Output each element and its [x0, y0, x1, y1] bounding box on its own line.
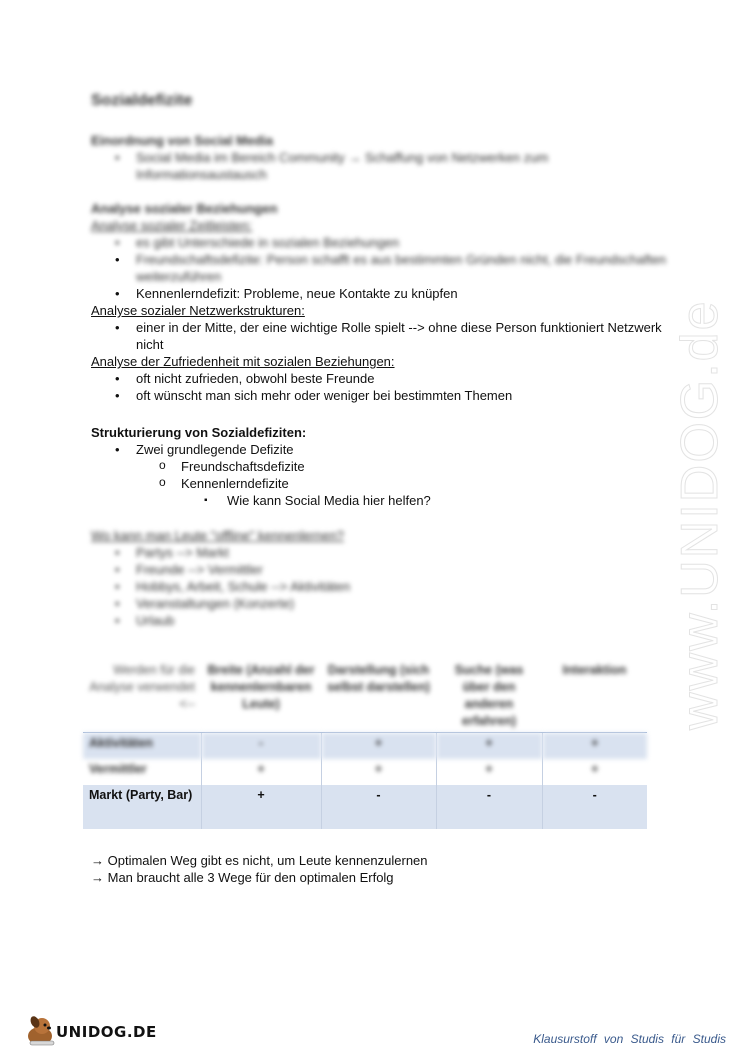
list-item: • Zwei grundlegende Defizite [91, 441, 671, 458]
table-cell: - [321, 785, 436, 829]
list-item: o Kennenlerndefizite [91, 475, 671, 492]
table-header-cell: Werden für die Analyse verwendet <-- [89, 663, 195, 711]
list-item: • Freunde --> Vermittler [91, 561, 671, 578]
subsection-label: Analyse sozialer Netzwerkstrukturen: [91, 303, 305, 318]
conclusion-line: → Man braucht alle 3 Wege für den optimalen Erfolg [91, 870, 394, 885]
list-item: • Veranstaltungen (Konzerte) [91, 595, 671, 612]
page-title: Sozialdefizite [91, 92, 193, 109]
table-cell: + [201, 759, 321, 785]
table-row-label: Vermittler [89, 762, 147, 776]
section-social-media [91, 132, 671, 183]
subsection-label: Analyse sozialer Zeitleisten: [91, 218, 253, 233]
conclusions [91, 852, 428, 886]
table-header-cell: Darstellung (sich selbst darstellen) [327, 663, 430, 694]
table-cell: + [321, 759, 436, 785]
table-cell: + [436, 733, 542, 760]
bullet-list [91, 370, 671, 404]
bullet-list [91, 234, 671, 302]
table-cell: + [201, 785, 321, 829]
list-item: • es gibt Unterschiede in sozialen Beziehungen [91, 234, 671, 251]
section-social-relations [91, 200, 671, 404]
logo-text: UNIDOG.DE [56, 1023, 157, 1041]
section-heading: Einordnung von Social Media [91, 133, 274, 148]
table-cell: + [321, 733, 436, 760]
section-heading: Strukturierung von Sozialdefiziten: [91, 425, 307, 440]
table-header-cell: Suche (was über den anderen erfahren) [454, 663, 524, 728]
list-item: • oft wünscht man sich mehr oder weniger bei bestimmten Themen [91, 387, 671, 404]
subsection-label: Analyse der Zufriedenheit mit sozialen Beziehungen: [91, 354, 395, 369]
table-cell: - [542, 785, 647, 829]
table-cell: + [542, 733, 647, 760]
comparison-table [83, 660, 647, 829]
list-item: ▪ Wie kann Social Media hier helfen? [91, 492, 671, 509]
section-offline [91, 527, 671, 629]
table-row [83, 733, 647, 760]
section-heading: Analyse sozialer Beziehungen [91, 201, 278, 216]
table-header-row [83, 660, 647, 733]
table-row-label: Markt (Party, Bar) [83, 785, 201, 829]
bullet-list [91, 319, 671, 353]
table-cell: + [436, 759, 542, 785]
bullet-list [91, 441, 671, 509]
list-item-text: Freundschaftsdefizite: Person schafft es aus bestimmten Gründen nicht, die Freundschaften weiterzuführen [136, 252, 667, 284]
list-item [91, 251, 671, 285]
list-item: o Freundschaftsdefizite [91, 458, 671, 475]
list-item: • Kennenlerndefizit: Probleme, neue Kontakte zu knüpfen [91, 285, 671, 302]
table-cell: + [542, 759, 647, 785]
list-item: • oft nicht zufrieden, obwohl beste Freunde [91, 370, 671, 387]
table-row-label: Aktivitäten [83, 733, 201, 760]
table-row [83, 759, 647, 785]
list-item: • Urlaub [91, 612, 671, 629]
list-item: • Hobbys, Arbeit, Schule --> Aktivitäten [91, 578, 671, 595]
list-item: • Partys --> Markt [91, 544, 671, 561]
footer-claim: Klausurstoff von Studis für Studis [533, 1032, 726, 1046]
watermark-text: www.UNIDOG.de [671, 299, 729, 730]
list-item: • einer in der Mitte, der eine wichtige Rolle spielt --> ohne diese Person funktioniert Netzwerk nicht [91, 319, 671, 353]
table-row [83, 785, 647, 829]
table-header-cell: Interaktion [562, 663, 627, 677]
list-item: • Social Media im Bereich Community → Schaffung von Netzwerken zum Informationsaustausch [91, 149, 671, 183]
bullet-list [91, 149, 671, 183]
section-heading: Wo kann man Leute "offline" kennenlernen? [91, 528, 345, 543]
table-header-cell: Breite (Anzahl der kennenlernbaren Leute) [207, 663, 315, 711]
section-structuring [91, 424, 671, 509]
bullet-list [91, 544, 671, 629]
conclusion-line: → Optimalen Weg gibt es nicht, um Leute kennenzulernen [91, 853, 428, 868]
table-cell: - [201, 733, 321, 760]
table-cell: - [436, 785, 542, 829]
